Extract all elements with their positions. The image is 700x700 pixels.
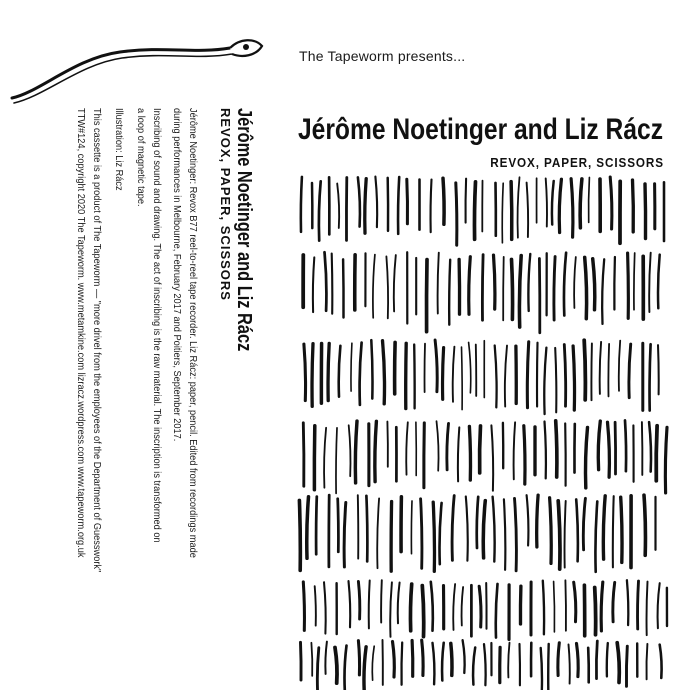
pencil-stroke: [317, 648, 318, 690]
pencil-stroke: [555, 348, 556, 413]
pencil-stroke: [504, 499, 505, 570]
pencil-stroke: [324, 582, 326, 633]
pencil-stroke: [312, 344, 313, 407]
pencil-stroke: [410, 584, 411, 631]
pencil-stroke: [595, 588, 596, 635]
pencil-stroke: [316, 497, 317, 555]
pencil-stroke: [576, 499, 578, 561]
pencil-stroke: [574, 257, 576, 308]
pencil-stroke: [514, 422, 516, 479]
pencil-stroke: [349, 581, 351, 627]
pencil-stroke: [649, 253, 651, 312]
pencil-stroke: [456, 183, 457, 245]
pencil-stroke: [601, 582, 603, 631]
pencil-stroke: [493, 497, 495, 562]
pencil-stroke: [349, 425, 351, 476]
pencil-stroke: [474, 182, 475, 239]
pencil-stroke: [558, 501, 560, 569]
cover-title: Jérôme Noetinger and Liz Rácz: [298, 113, 663, 146]
pencil-stroke: [299, 500, 300, 570]
pencil-stroke: [554, 581, 555, 632]
pencil-stroke: [483, 501, 485, 558]
pencil-stroke: [515, 498, 517, 570]
pencil-stroke: [608, 422, 610, 477]
pencil-stroke: [366, 496, 367, 562]
pencil-stroke: [512, 259, 513, 319]
pencil-stroke: [335, 648, 337, 684]
pencil-stroke: [617, 643, 619, 683]
pencil-stroke: [344, 646, 346, 690]
pencil-stroke: [433, 502, 434, 571]
pencil-stroke: [433, 643, 435, 684]
pencil-stroke: [543, 581, 544, 635]
pencil-stroke: [351, 343, 352, 391]
pencil-stroke: [462, 347, 463, 410]
pencil-stroke: [647, 582, 648, 636]
liner-line: Inscribing of sound and drawing. The act of inscribing is the raw material. The inscription is transformed on: [151, 108, 163, 543]
pencil-stroke: [603, 496, 605, 559]
pencil-stroke: [438, 253, 439, 314]
pencil-stroke: [537, 495, 538, 547]
pencil-stroke: [439, 503, 441, 564]
pencil-stroke: [453, 584, 455, 630]
pencil-stroke: [660, 645, 662, 678]
pencil-marks-illustration: [295, 170, 677, 690]
pencil-stroke: [412, 641, 413, 677]
pencil-stroke: [449, 260, 450, 325]
pencil-stroke: [355, 421, 357, 483]
pencil-stroke: [634, 253, 635, 310]
pencil-stroke: [527, 342, 528, 408]
pencil-stroke: [315, 586, 316, 625]
pencil-stroke: [469, 426, 470, 480]
pencil-stroke: [559, 179, 561, 232]
pencil-stroke: [625, 420, 626, 471]
pencil-stroke: [421, 499, 422, 569]
pencil-stroke: [577, 643, 579, 676]
pencil-stroke: [469, 342, 471, 392]
tapeworm-icon: [0, 0, 270, 110]
pencil-stroke: [390, 582, 392, 637]
pencil-stroke: [447, 423, 449, 469]
pencil-stroke: [337, 184, 339, 229]
pencil-stroke: [332, 254, 333, 314]
pencil-stroke: [344, 503, 346, 567]
pencil-stroke: [565, 580, 566, 630]
pencil-stroke: [545, 422, 546, 479]
pencil-stroke: [339, 346, 341, 397]
pencil-stroke: [552, 181, 554, 225]
pencil-stroke: [443, 348, 444, 400]
pencil-stroke: [365, 179, 366, 234]
pencil-stroke: [613, 582, 615, 621]
presents-line: The Tapeworm presents...: [299, 48, 466, 64]
pencil-stroke: [311, 643, 312, 676]
pencil-stroke: [325, 642, 327, 674]
pencil-stroke: [442, 643, 444, 681]
pencil-stroke: [336, 428, 337, 494]
liner-line: This cassette is a product of The Tapeworm — "more drivel from the employees of the Department of Guesswork": [91, 108, 103, 573]
pencil-stroke: [519, 256, 521, 328]
pencil-stroke: [602, 259, 604, 324]
pencil-stroke: [462, 587, 464, 626]
pencil-stroke: [435, 340, 437, 392]
pencil-stroke: [583, 498, 585, 550]
pencil-stroke: [494, 255, 495, 309]
pencil-stroke: [437, 421, 439, 471]
pencil-stroke: [466, 179, 467, 223]
pencil-stroke: [324, 428, 326, 488]
pencil-stroke: [325, 252, 327, 311]
pencil-stroke: [375, 177, 377, 228]
pencil-stroke: [584, 340, 585, 400]
pencil-stroke: [649, 422, 651, 471]
pencil-stroke: [431, 582, 433, 631]
pencil-stroke: [595, 501, 597, 571]
liner-copyright: TTW#124, copyright 2020 The Tapeworm. www.metamkine.com lizracz.wordpress.com www.tapeworm.org.uk: [75, 108, 87, 558]
pencil-stroke: [358, 177, 360, 226]
pencil-stroke: [556, 421, 557, 477]
pencil-stroke: [546, 178, 547, 226]
pencil-stroke: [401, 643, 402, 685]
pencil-stroke: [646, 644, 647, 679]
pencil-stroke: [393, 642, 395, 678]
pencil-stroke: [398, 583, 400, 624]
pencil-stroke: [588, 648, 589, 683]
pencil-stroke: [484, 644, 486, 685]
pencil-stroke: [503, 257, 504, 321]
pencil-stroke: [372, 646, 374, 680]
pencil-stroke: [422, 586, 423, 637]
pencil-stroke: [369, 581, 370, 629]
pencil-stroke: [656, 426, 657, 481]
pencil-stroke: [463, 640, 465, 673]
pencil-stroke: [466, 497, 468, 561]
pencil-stroke: [381, 580, 382, 622]
pencil-stroke: [301, 642, 302, 680]
pencil-stroke: [452, 496, 454, 561]
pencil-stroke: [508, 643, 509, 678]
pencil-stroke: [301, 177, 302, 232]
pencil-stroke: [596, 641, 597, 679]
pencil-stroke: [528, 254, 530, 311]
pencil-stroke: [307, 497, 309, 559]
pencil-stroke: [496, 584, 498, 638]
pencil-stroke: [580, 179, 582, 228]
pencil-stroke: [431, 180, 432, 233]
pencil-stroke: [375, 421, 377, 481]
pencil-stroke: [511, 182, 512, 240]
pencil-stroke: [607, 643, 608, 676]
pencil-stroke: [564, 253, 566, 316]
pencil-stroke: [482, 255, 483, 321]
pencil-stroke: [398, 177, 399, 234]
pencil-stroke: [554, 257, 555, 320]
pencil-stroke: [638, 581, 639, 629]
pencil-stroke: [524, 426, 525, 484]
spine-subtitle: REVOX, PAPER, SCISSORS: [218, 108, 233, 301]
pencil-stroke: [627, 580, 628, 625]
pencil-stroke: [569, 645, 570, 684]
pencil-stroke: [619, 341, 620, 391]
liner-line: Jérôme Noetinger: Revox B77 reel-to-reel tape recorder. Liz Rácz: paper, pencil. Edited from recordings made: [187, 108, 199, 558]
pencil-stroke: [544, 348, 546, 415]
pencil-stroke: [371, 340, 372, 399]
pencil-stroke: [633, 180, 634, 232]
pencil-stroke: [541, 648, 542, 690]
pencil-stroke: [658, 583, 660, 628]
pencil-stroke: [304, 344, 306, 401]
pencil-stroke: [574, 582, 576, 622]
pencil-stroke: [585, 428, 587, 488]
pencil-stroke: [453, 347, 455, 402]
pencil-stroke: [338, 499, 339, 552]
pencil-stroke: [550, 498, 552, 564]
pencil-stroke: [573, 346, 574, 410]
pencil-stroke: [303, 423, 304, 486]
pencil-stroke: [518, 177, 520, 237]
pencil-stroke: [650, 344, 651, 410]
pencil-stroke: [319, 181, 321, 240]
pencil-stroke: [613, 496, 614, 567]
pencil-stroke: [360, 343, 362, 405]
pencil-stroke: [386, 256, 388, 318]
pencil-stroke: [505, 346, 507, 407]
pencil-stroke: [614, 257, 615, 310]
pencil-stroke: [469, 257, 471, 315]
pencil-stroke: [358, 641, 359, 675]
pencil-stroke: [645, 184, 646, 239]
pencil-stroke: [451, 643, 452, 675]
pencil-stroke: [411, 501, 412, 554]
pencil-stroke: [358, 581, 359, 619]
pencil-stroke: [406, 422, 408, 474]
pencil-stroke: [303, 582, 304, 631]
pencil-stroke: [600, 342, 601, 394]
pencil-stroke: [502, 183, 503, 243]
pencil-stroke: [658, 345, 659, 394]
pencil-stroke: [658, 255, 660, 309]
pencil-stroke: [480, 426, 481, 473]
pencil-stroke: [564, 345, 565, 407]
pencil-stroke: [571, 179, 573, 238]
pencil-stroke: [621, 497, 622, 562]
pencil-stroke: [422, 640, 423, 675]
pencil-stroke: [564, 501, 565, 568]
liner-line: during performances in Melbourne, February 2017 and Poitiers, September 2017.: [171, 108, 183, 442]
pencil-stroke: [626, 646, 627, 686]
pencil-stroke: [364, 647, 366, 690]
pencil-stroke: [628, 253, 629, 318]
pencil-stroke: [491, 425, 493, 490]
spine-title: Jérôme Noetinger and Liz Rácz: [233, 108, 255, 352]
pencil-stroke: [527, 183, 529, 237]
pencil-stroke: [629, 344, 631, 398]
pencil-stroke: [665, 427, 667, 493]
liner-line: a loop of magnetic tape.: [135, 108, 147, 207]
pencil-stroke: [394, 255, 396, 311]
pencil-stroke: [598, 421, 600, 470]
pencil-stroke: [377, 498, 379, 568]
pencil-stroke: [458, 427, 459, 481]
pencil-stroke: [313, 257, 314, 312]
pencil-stroke: [527, 495, 529, 545]
pencil-stroke: [473, 648, 475, 685]
pencil-stroke: [407, 179, 408, 224]
pencil-stroke: [558, 643, 559, 676]
pencil-stroke: [383, 341, 385, 404]
pencil-stroke: [373, 255, 375, 318]
pencil-stroke: [585, 257, 587, 318]
pencil-stroke: [443, 178, 444, 224]
pencil-stroke: [644, 495, 645, 555]
pencil-stroke: [328, 343, 329, 400]
pencil-stroke: [479, 586, 481, 627]
cover-subtitle: REVOX, PAPER, SCISSORS: [490, 155, 664, 170]
liner-credit: Illustration: Liz Rácz: [113, 108, 125, 191]
pencil-stroke: [589, 178, 590, 223]
pencil-stroke: [477, 497, 478, 548]
pencil-stroke: [610, 177, 612, 229]
pencil-stroke: [495, 346, 497, 408]
liner-notes: [0, 108, 255, 688]
pencil-stroke: [593, 259, 595, 310]
pencil-stroke: [608, 344, 609, 397]
